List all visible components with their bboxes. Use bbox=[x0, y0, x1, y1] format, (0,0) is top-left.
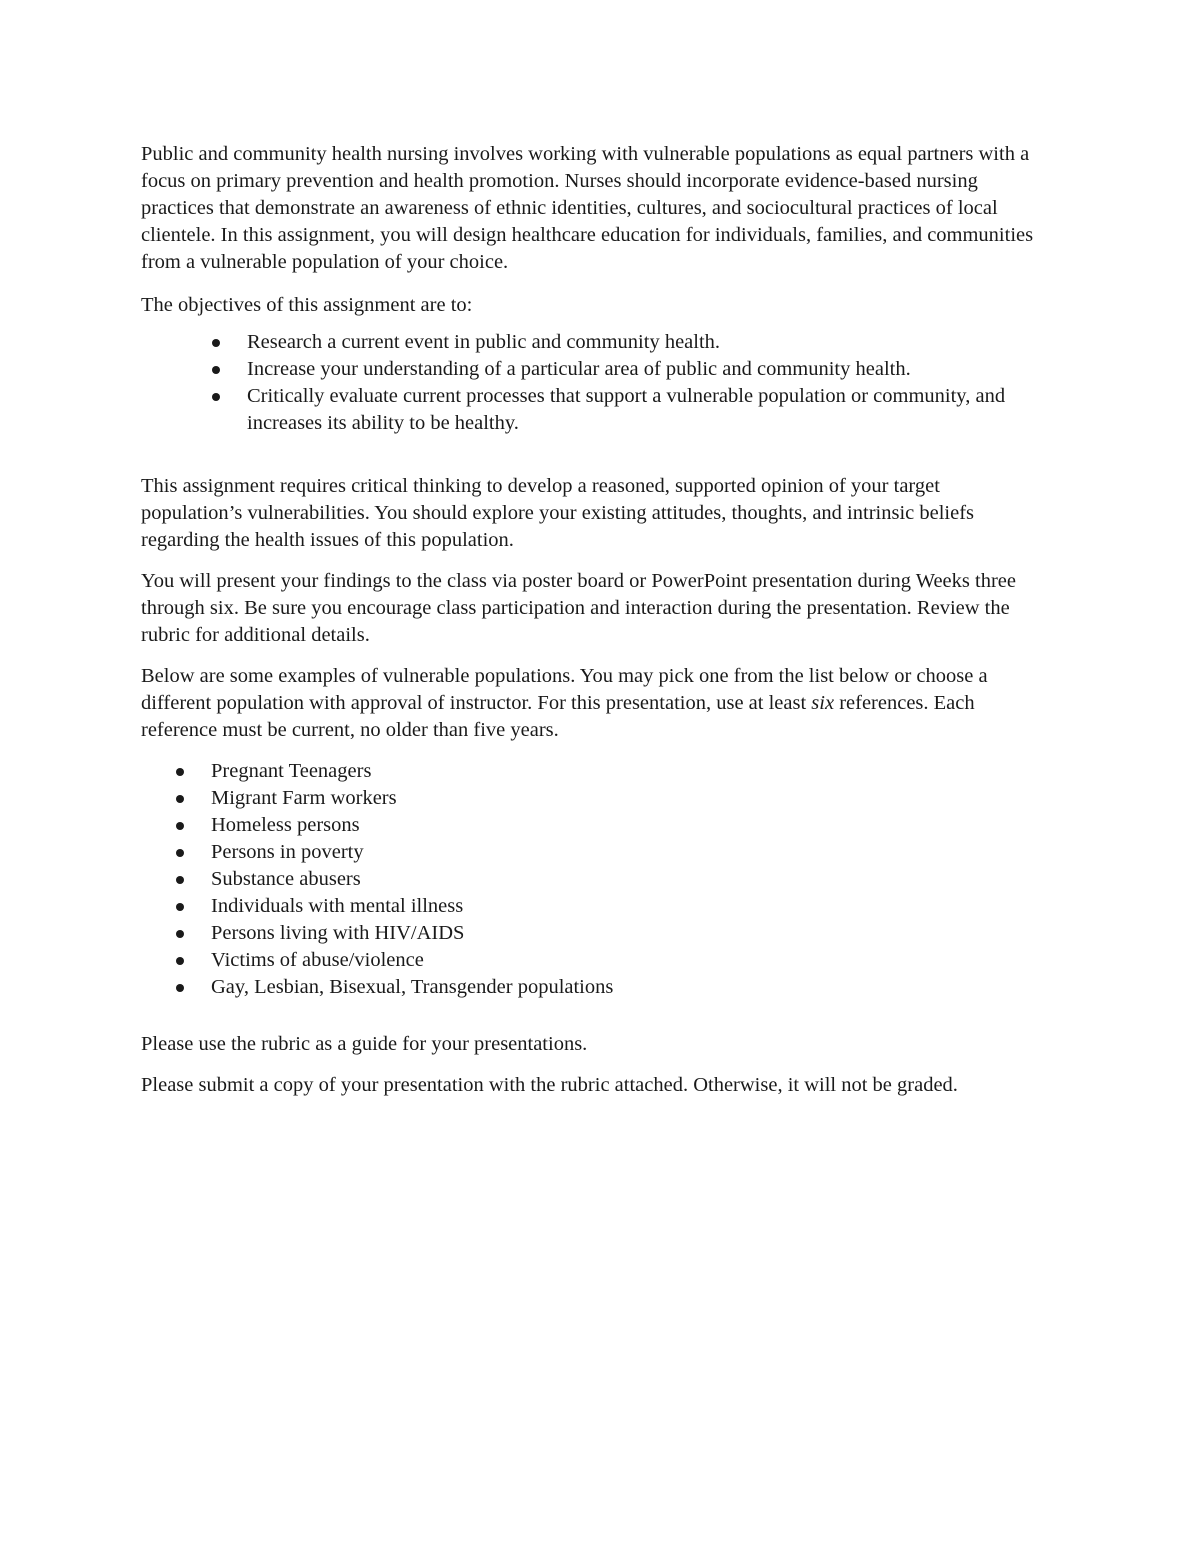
examples-text-end: references. Each reference must be current, no older than five years. bbox=[141, 692, 975, 741]
examples-emphasis: six bbox=[811, 692, 835, 714]
population-text: Persons in poverty bbox=[211, 841, 364, 863]
population-text: Homeless persons bbox=[211, 814, 360, 836]
bullet-icon bbox=[176, 822, 184, 830]
list-item bbox=[141, 947, 1041, 974]
bullet-icon bbox=[176, 903, 184, 911]
objectives-lead: The objectives of this assignment are to: bbox=[141, 294, 473, 316]
critical-thinking-paragraph: This assignment requires critical thinking to develop a reasoned, supported opinion of your target population’s vulnerabilities. You should explore your existing attitudes, thoughts, and intrinsic beliefs regarding the health issues of this population. bbox=[141, 475, 975, 551]
population-text: Migrant Farm workers bbox=[211, 787, 397, 809]
population-text: Substance abusers bbox=[211, 868, 361, 890]
bullet-icon bbox=[176, 795, 184, 803]
bullet-icon bbox=[176, 849, 184, 857]
examples-paragraph bbox=[141, 663, 1041, 744]
population-text: Individuals with mental illness bbox=[211, 895, 464, 917]
bullet-icon bbox=[176, 768, 184, 776]
objective-text: Increase your understanding of a particular area of public and community health. bbox=[247, 358, 911, 380]
list-item bbox=[141, 866, 1041, 893]
population-text: Gay, Lesbian, Bisexual, Transgender populations bbox=[211, 976, 614, 998]
list-item bbox=[141, 785, 1041, 812]
bullet-icon bbox=[212, 339, 220, 347]
document-page bbox=[141, 141, 1041, 1113]
population-text: Persons living with HIV/AIDS bbox=[211, 922, 465, 944]
examples-text-start: Below are some examples of vulnerable populations. You may pick one from the list below or choose a different population with approval of instructor. For this presentation, use at least bbox=[141, 665, 988, 714]
list-item bbox=[141, 893, 1041, 920]
list-item bbox=[141, 812, 1041, 839]
list-item bbox=[141, 839, 1041, 866]
presentation-paragraph: You will present your findings to the class via poster board or PowerPoint presentation during Weeks three through six. Be sure you encourage class participation and interaction during the presentation. Review the rubric for additional details. bbox=[141, 570, 1016, 646]
bullet-icon bbox=[176, 930, 184, 938]
bullet-icon bbox=[212, 393, 220, 401]
rubric-guide-paragraph: Please use the rubric as a guide for your presentations. bbox=[141, 1033, 588, 1055]
list-item bbox=[141, 383, 1041, 437]
intro-paragraph: Public and community health nursing involves working with vulnerable populations as equal partners with a focus on primary prevention and health promotion. Nurses should incorporate evidence-based nursing practices that demonstrate an awareness of ethnic identities, cultures, and sociocultural practices of local clientele. In this assignment, you will design healthcare education for individuals, families, and communities from a vulnerable population of your choice. bbox=[141, 143, 1034, 273]
list-item bbox=[141, 329, 1041, 356]
list-item bbox=[141, 974, 1041, 1001]
objective-text: Research a current event in public and community health. bbox=[247, 331, 721, 353]
populations-list bbox=[141, 758, 1041, 1001]
bullet-icon bbox=[212, 366, 220, 374]
population-text: Victims of abuse/violence bbox=[211, 949, 424, 971]
list-item bbox=[141, 758, 1041, 785]
list-item bbox=[141, 920, 1041, 947]
bullet-icon bbox=[176, 957, 184, 965]
objective-text: Critically evaluate current processes that support a vulnerable population or community, and increases its ability to be healthy. bbox=[247, 385, 1006, 434]
bullet-icon bbox=[176, 876, 184, 884]
list-item bbox=[141, 356, 1041, 383]
population-text: Pregnant Teenagers bbox=[211, 760, 372, 782]
bullet-icon bbox=[176, 984, 184, 992]
objectives-list bbox=[141, 329, 1041, 437]
submit-paragraph: Please submit a copy of your presentation with the rubric attached. Otherwise, it will not be graded. bbox=[141, 1074, 958, 1096]
